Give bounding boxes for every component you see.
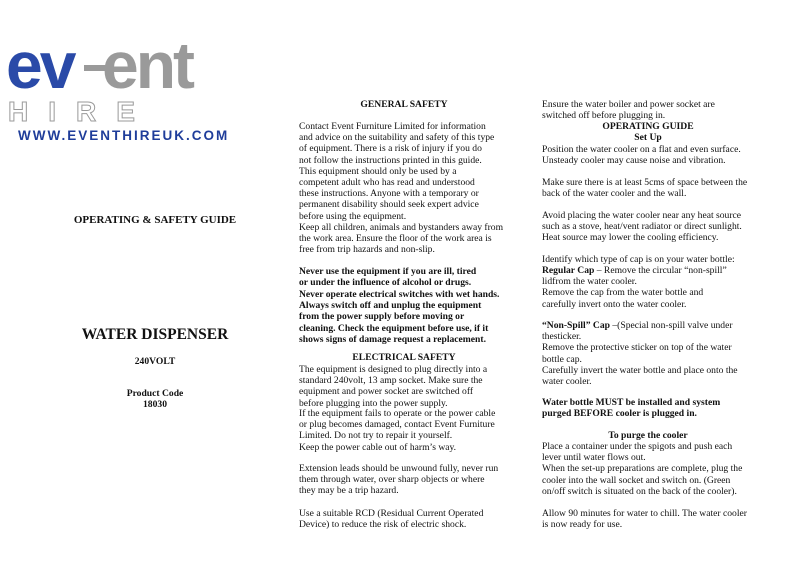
- product-title: WATER DISPENSER: [81, 326, 229, 343]
- setup-heading: Set Up: [634, 132, 662, 143]
- rcd-text: Use a suitable RCD (Residual Current Operated Device) to reduce the risk of electric shock.: [299, 508, 484, 531]
- regular-cap-label: Regular Cap: [542, 265, 595, 276]
- logo-hire: HIRE: [8, 96, 155, 127]
- fail-text: If the equipment fails to operate or the power cable or plug becomes damaged, contact Event Furniture Limited. Do not try to repair it yourself. Keep the power cable out of harm’s way.: [299, 408, 496, 453]
- position-text: Position the water cooler on a flat and even surface. Unsteady cooler may cause noise and vibration.: [542, 144, 741, 167]
- space-text: Make sure there is at least 5cms of space between the back of the water cooler and the wall.: [542, 177, 748, 200]
- electrical-text: The equipment is designed to plug directly into a standard 240volt, 13 amp socket. Make sure the equipment and power socket are switched off before plugging into the power supply.: [299, 364, 488, 409]
- purge-text: Place a container under the spigots and push each lever until water flows out. When the set-up preparations are complete, plug the cooler into the wall socket and switch on. (Green on/off switch is situated on the back of the cooler).: [542, 441, 743, 497]
- product-code: 18030: [143, 399, 167, 410]
- general-safety-text: Contact Event Furniture Limited for information and advice on the suitability and safety of this type of equipment. There is a risk of injury if you do not follow the instructions printed in this guide. This equipment should only be used by a competent adult who has read and understood these instructions. Anyone with a temporary or permanent disability should seek expert advice before using the equipment.: [299, 121, 495, 222]
- regular-cap-text: Regular Cap – Remove the circular “non-spill” lidfrom the water cooler. Remove the cap from the water bottle and carefully invert onto the water cooler.: [542, 265, 727, 310]
- logo-ent: ent: [102, 38, 192, 98]
- logo-ev: ev: [6, 38, 74, 98]
- voltage: 240VOLT: [134, 356, 176, 367]
- ensure-text: Ensure the water boiler and power socket are switched off before plugging in.: [542, 99, 715, 122]
- purge-heading: To purge the cooler: [608, 430, 688, 441]
- avoid-text: Avoid placing the water cooler near any heat source such as a stove, heat/vent radiator or direct sunlight. Heat source may lower the cooling efficiency.: [542, 210, 742, 244]
- nonspill-cap-label: “Non-Spill” Cap: [542, 320, 610, 331]
- operating-guide-heading: OPERATING GUIDE: [602, 121, 694, 132]
- nonspill-cap-text: “Non-Spill” Cap –(Special non-spill valve under thesticker. Remove the protective sticker on top of the water bottle cap. Carefully invert the water bottle and place onto the water cooler.: [542, 320, 738, 388]
- general-safety-heading: GENERAL SAFETY: [360, 99, 448, 110]
- guide-title: OPERATING & SAFETY GUIDE: [73, 214, 237, 226]
- logo-url: WWW.EVENTHIREUK.COM: [18, 128, 230, 143]
- never-use-warning: Never use the equipment if you are ill, tired or under the influence of alcohol or drugs.: [299, 266, 477, 289]
- keep-away-text: Keep all children, animals and bystanders away from the work area. Ensure the floor of the work area is free from trip hazards and non-slip.: [299, 222, 504, 256]
- never-operate-warning: Never operate electrical switches with wet hands. Always switch off and unplug the equipment from the power supply before moving or cleaning. Check the equipment before use, if it shows signs of damage request a replacement.: [299, 289, 500, 345]
- electrical-safety-heading: ELECTRICAL SAFETY: [352, 352, 456, 363]
- event-hire-logo: [6, 38, 216, 98]
- must-install-warning: Water bottle MUST be installed and system purged BEFORE cooler is plugged in.: [542, 397, 721, 420]
- identify-text: Identify which type of cap is on your water bottle:: [542, 254, 735, 265]
- allow-text: Allow 90 minutes for water to chill. The water cooler is now ready for use.: [542, 508, 747, 531]
- extension-text: Extension leads should be unwound fully, never run them through water, over sharp objects or where they may be a trip hazard.: [299, 463, 499, 497]
- product-code-label: Product Code: [126, 388, 184, 399]
